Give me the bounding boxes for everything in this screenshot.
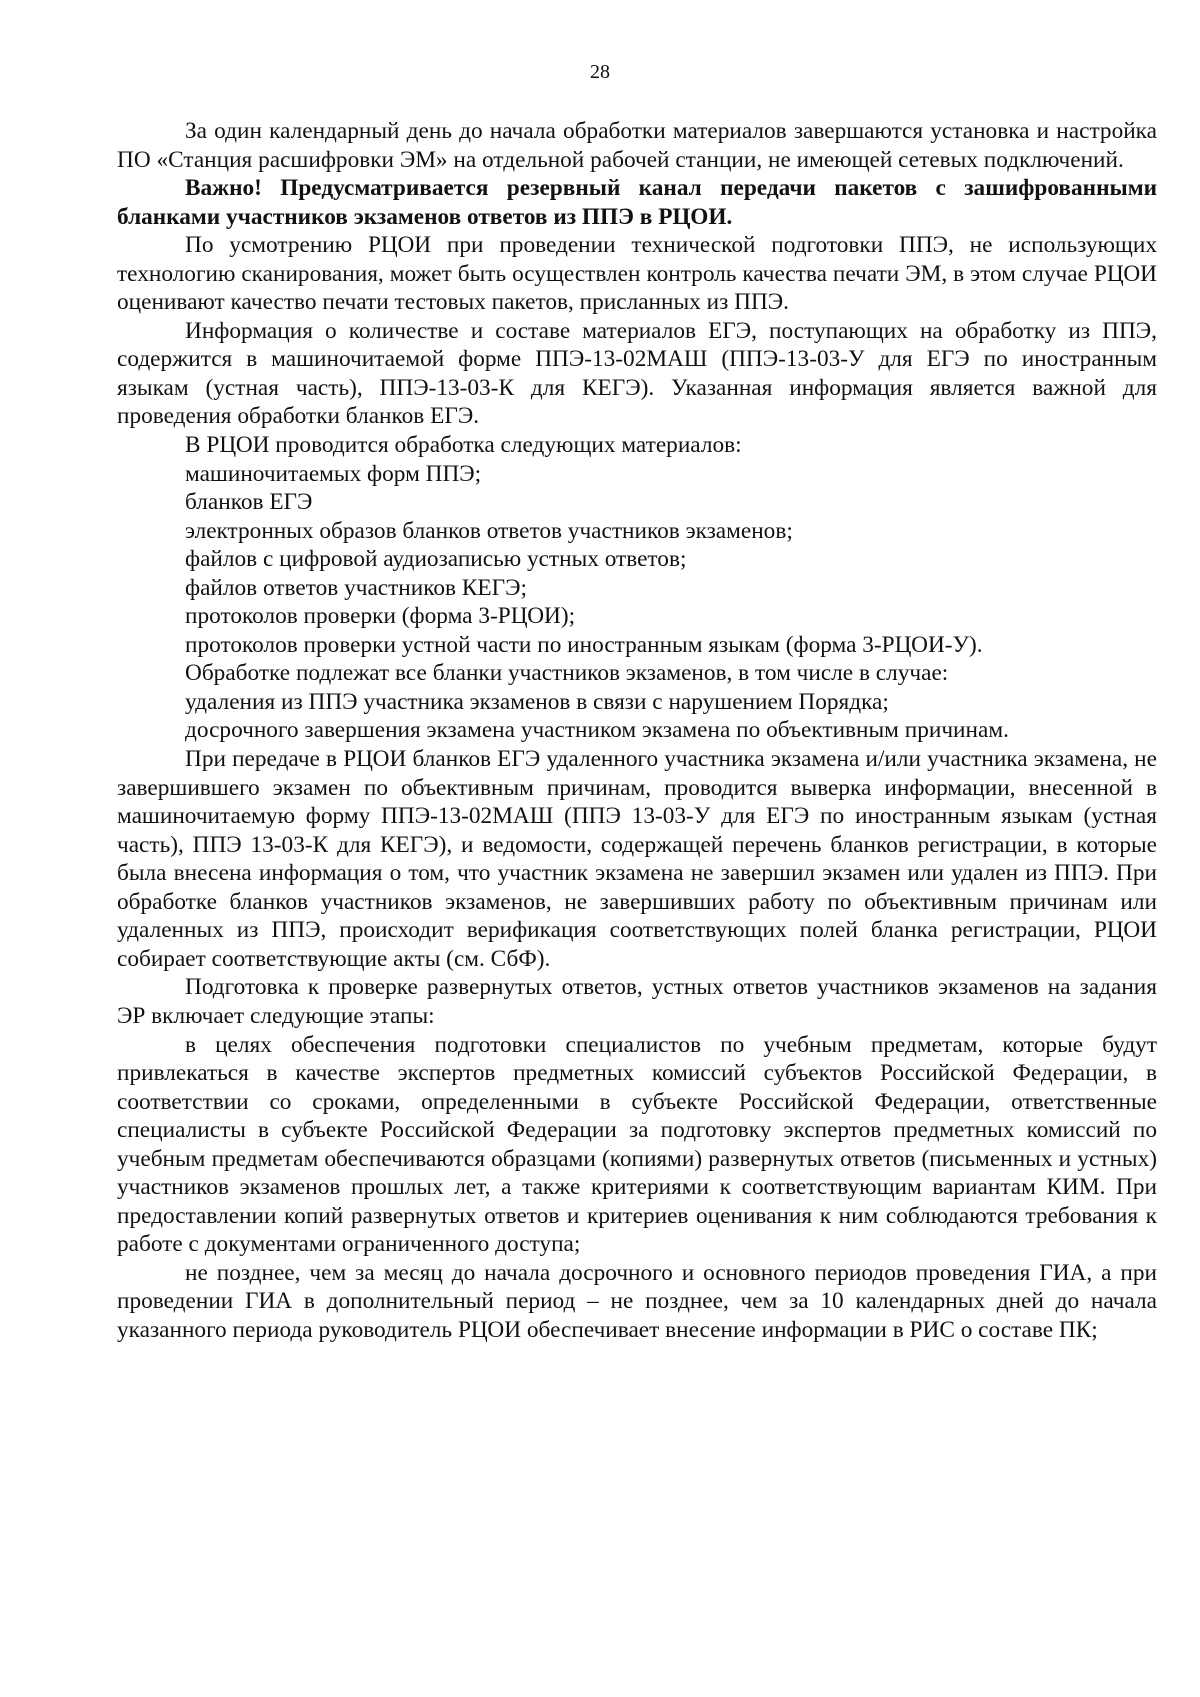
list-item: файлов ответов участников КЕГЭ; bbox=[185, 574, 527, 601]
document-body bbox=[117, 117, 1157, 1345]
paragraph-important-note: Важно! Предусматривается резервный канал передачи пакетов с зашифрованными бланками участников экзаменов ответов из ППЭ в РЦОИ. bbox=[117, 175, 1157, 230]
paragraph-expert-training: в целях обеспечения подготовки специалистов по учебным предметам, которые будут привлекаться в качестве экспертов предметных комиссий субъектов Российской Федерации, в соответствии со сроками, определенными в субъекте Российской Федерации, ответственные специалисты в субъекте Российской Федерации за подготовку экспертов предметных комиссий по учебным предметам обеспечиваются образцами (копиями) развернутых ответов (письменных и устных) участников экзаменов прошлых лет, а также критериями к соответствующим вариантам КИМ. При предоставлении копий развернутых ответов и критериев оценивания к ним соблюдаются требования к работе с документами ограниченного доступа; bbox=[117, 1031, 1157, 1258]
list-item: машиночитаемых форм ППЭ; bbox=[185, 460, 482, 487]
page-number: 28 bbox=[590, 61, 610, 83]
paragraph-commission-deadline: не позднее, чем за месяц до начала досрочного и основного периодов проведения ГИА, а при проведении ГИА в дополнительный период – не позднее, чем за 10 календарных дней до начала указанного периода руководитель РЦОИ обеспечивает внесение информации в РИС о составе ПК; bbox=[117, 1259, 1157, 1343]
paragraph-removed-participant: При передаче в РЦОИ бланков ЕГЭ удаленного участника экзамена и/или участника экзамена, не завершившего экзамен по объективным причинам, проводится выверка информации, внесенной в машиночитаемую форму ППЭ-13-02МАШ (ППЭ 13-03-У для ЕГЭ по иностранным языкам (устная часть), ППЭ 13-03-К для КЕГЭ), и ведомости, содержащей перечень бланков регистрации, в которые была внесена информация о том, что участник экзамена не завершил экзамен или удален из ППЭ. При обработке бланков участников экзаменов, не завершивших работу по объективным причинам или удаленных из ППЭ, происходит верификация соответствующих полей бланка регистрации, РЦОИ собирает соответствующие акты (см. СбФ). bbox=[117, 746, 1157, 972]
list-item: бланков ЕГЭ bbox=[185, 489, 313, 516]
paragraph-processing-intro: В РЦОИ проводится обработка следующих материалов: bbox=[185, 432, 742, 459]
list-item: протоколов проверки устной части по иностранным языкам (форма 3-РЦОИ-У). bbox=[185, 631, 983, 658]
list-item: досрочного завершения экзамена участником экзамена по объективным причинам. bbox=[185, 717, 1009, 744]
list-item: электронных образов бланков ответов участников экзаменов; bbox=[185, 517, 793, 544]
paragraph-materials-info: Информация о количестве и составе материалов ЕГЭ, поступающих на обработку из ППЭ, содержится в машиночитаемой форме ППЭ-13-02МАШ (ППЭ-13-03-У для ЕГЭ по иностранным языкам (устная часть), ППЭ-13-03-К для КЕГЭ). Указанная информация является важной для проведения обработки бланков ЕГЭ. bbox=[117, 317, 1157, 430]
paragraph-software-setup: За один календарный день до начала обработки материалов завершаются установка и настройка ПО «Станция расшифровки ЭМ» на отдельной рабочей станции, не имеющей сетевых подключений. bbox=[117, 118, 1157, 173]
list-item: файлов с цифровой аудиозаписью устных ответов; bbox=[185, 546, 687, 573]
paragraph-print-quality: По усмотрению РЦОИ при проведении технической подготовки ППЭ, не использующих технологию сканирования, может быть осуществлен контроль качества печати ЭМ, в этом случае РЦОИ оценивают качество печати тестовых пакетов, присланных из ППЭ. bbox=[117, 232, 1157, 316]
paragraph-check-preparation: Подготовка к проверке развернутых ответов, устных ответов участников экзаменов на задания ЭР включает следующие этапы: bbox=[117, 974, 1157, 1029]
list-item: протоколов проверки (форма 3-РЦОИ); bbox=[185, 603, 576, 630]
paragraph-processing-cases: Обработке подлежат все бланки участников экзаменов, в том числе в случае: bbox=[185, 660, 949, 687]
list-item: удаления из ППЭ участника экзаменов в связи с нарушением Порядка; bbox=[185, 688, 889, 715]
